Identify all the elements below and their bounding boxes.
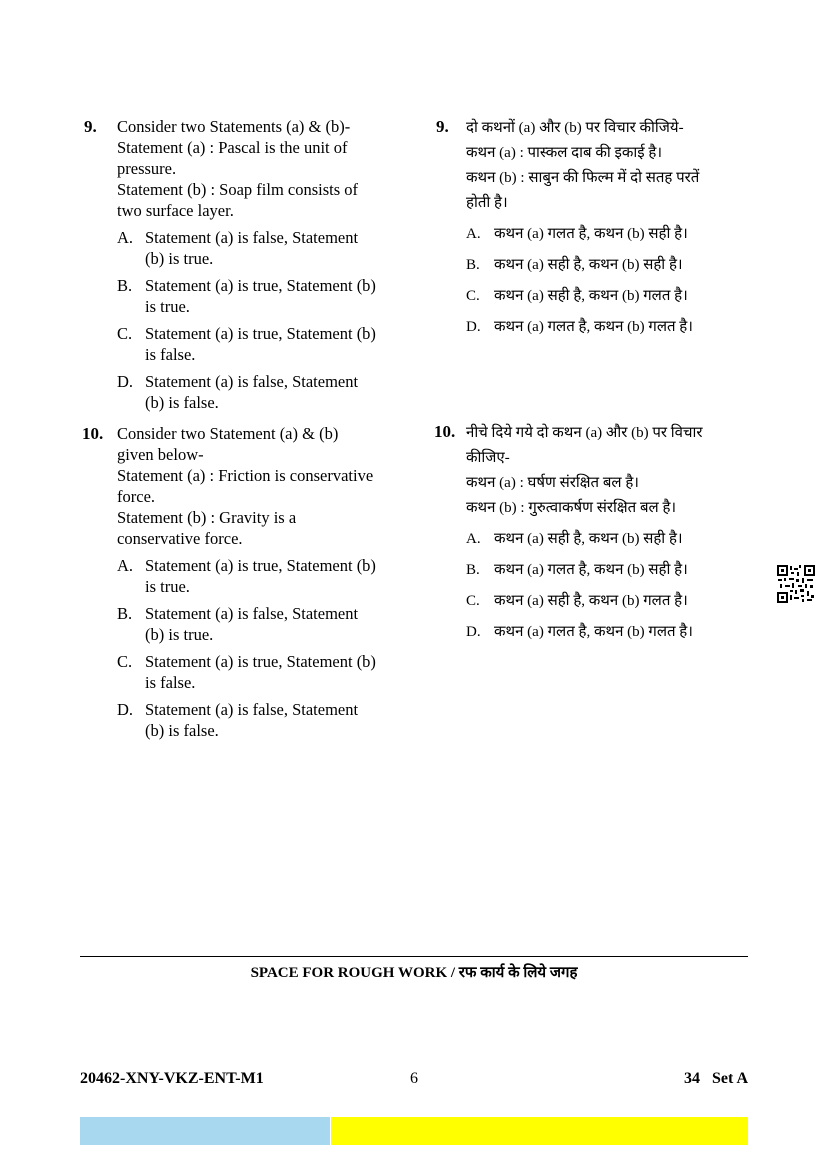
option-letter: D. [466,319,481,335]
color-bar-yellow [331,1117,748,1145]
question-number: 9. [84,117,97,136]
option-line: Statement (a) is false, Statement [145,604,359,623]
question-stem [117,116,404,413]
option-letter: B. [466,562,480,578]
option-letter: A. [117,228,134,247]
option-letter: C. [117,652,133,671]
option-line: Statement (a) is false, Statement [145,228,359,247]
stem-line: force. [117,487,156,506]
hindi-column [436,116,736,645]
option-line: is true. [145,297,190,316]
stem-line: कथन (b) : साबुन की फिल्म में दो सतह परतें [466,170,700,186]
option-line: Statement (a) is true, Statement (b) [145,324,376,343]
option-text: कथन (a) सही है, कथन (b) गलत है। [494,288,688,304]
option-letter: C. [466,593,480,609]
question-10-en [84,423,404,741]
stem-line: Consider two Statement (a) & (b) [117,424,339,443]
option-text: कथन (a) सही है, कथन (b) सही है। [494,531,683,547]
paper-code: 20462-XNY-VKZ-ENT-M1 [80,1070,264,1087]
option-a [117,555,404,597]
option-a [466,527,736,552]
option-line: (b) is false. [145,721,219,740]
option-line: Statement (a) is true, Statement (b) [145,652,376,671]
option-line: is true. [145,577,190,596]
option-d [117,371,404,413]
option-line: Statement (a) is false, Statement [145,700,359,719]
option-text: कथन (a) गलत है, कथन (b) गलत है। [494,319,693,335]
option-line: Statement (a) is true, Statement (b) [145,556,376,575]
option-letter: C. [466,288,480,304]
stem-line: कथन (a) : घर्षण संरक्षित बल है। [466,475,639,491]
option-b [117,603,404,645]
option-d [117,699,404,741]
question-stem [466,116,736,340]
page-number: 6 [410,1070,418,1087]
option-text: कथन (a) गलत है, कथन (b) गलत है। [494,624,693,640]
option-line: (b) is true. [145,625,214,644]
option-letter: A. [466,531,481,547]
option-c [466,589,736,614]
option-c [466,284,736,309]
option-d [466,315,736,340]
stem-line: नीचे दिये गये दो कथन (a) और (b) पर विचार [466,425,703,441]
option-text: कथन (a) सही है, कथन (b) सही है। [494,257,683,273]
option-letter: B. [117,276,133,295]
option-d [466,620,736,645]
option-b [117,275,404,317]
stem-line: conservative force. [117,529,243,548]
option-letter: C. [117,324,133,343]
option-letter: D. [117,700,134,719]
option-text: कथन (a) गलत है, कथन (b) सही है। [494,226,688,242]
option-letter: D. [117,372,134,391]
option-line: is false. [145,673,196,692]
option-line: is false. [145,345,196,364]
question-number: 10. [434,422,456,441]
stem-line: Statement (b) : Soap film consists of [117,180,359,199]
option-letter: B. [117,604,133,623]
stem-line: कीजिए- [466,450,510,466]
option-letter: A. [466,226,481,242]
option-letter: B. [466,257,480,273]
option-b [466,558,736,583]
divider [80,956,748,957]
stem-line: कथन (a) : पास्कल दाब की इकाई है। [466,145,663,161]
option-line: Statement (a) is true, Statement (b) [145,276,376,295]
option-b [466,253,736,278]
option-text: कथन (a) सही है, कथन (b) गलत है। [494,593,688,609]
stem-line: Consider two Statements (a) & (b)- [117,117,351,136]
stem-line: pressure. [117,159,177,178]
option-line: (b) is true. [145,249,214,268]
stem-line: होती है। [466,195,508,211]
stem-line: two surface layer. [117,201,234,220]
question-9-en [84,116,404,413]
question-10-hi [436,421,736,645]
set-label: 34 Set A [684,1070,748,1087]
option-c [117,323,404,365]
stem-line: Statement (a) : Pascal is the unit of [117,138,348,157]
option-letter: D. [466,624,481,640]
rough-work-label: SPACE FOR ROUGH WORK / रफ कार्य के लिये जगह [250,965,578,981]
stem-line: given below- [117,445,204,464]
option-line: Statement (a) is false, Statement [145,372,359,391]
option-text: कथन (a) गलत है, कथन (b) सही है। [494,562,688,578]
color-bar-blue [80,1117,330,1145]
question-number: 10. [82,424,104,443]
question-stem [466,421,736,645]
stem-line: Statement (a) : Friction is conservative [117,466,374,485]
option-a [117,227,404,269]
question-stem [117,423,404,741]
stem-line: दो कथनों (a) और (b) पर विचार कीजिये- [466,120,684,136]
stem-line: Statement (b) : Gravity is a [117,508,297,527]
option-line: (b) is false. [145,393,219,412]
question-number: 9. [436,117,449,136]
option-letter: A. [117,556,134,575]
question-9-hi [436,116,736,421]
option-a [466,222,736,247]
option-c [117,651,404,693]
qr-code-icon [777,565,815,603]
english-column [84,116,404,741]
stem-line: कथन (b) : गुरुत्वाकर्षण संरक्षित बल है। [466,500,677,516]
